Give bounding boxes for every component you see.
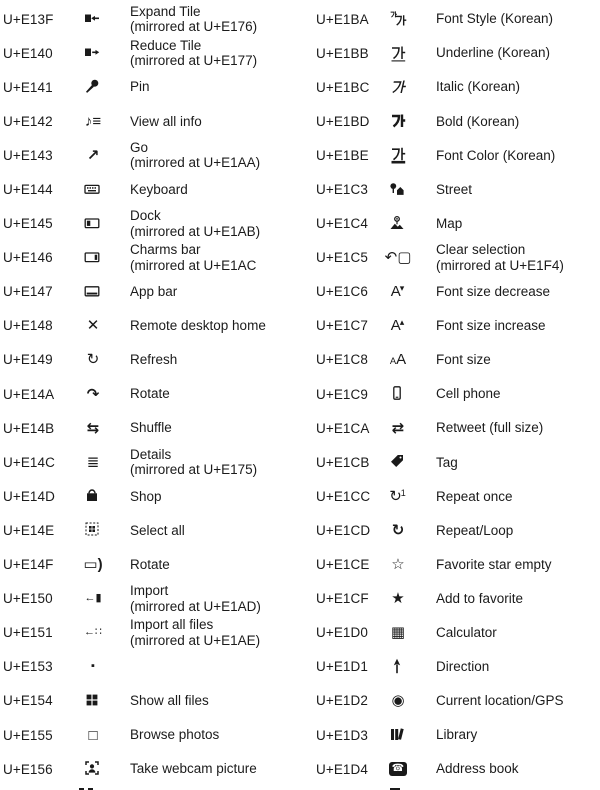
- glyph-cell: [73, 283, 113, 301]
- codepoint-label: U+E148: [3, 318, 53, 334]
- glyph-cell: [378, 726, 418, 744]
- description-text: Current location/GPS: [436, 693, 564, 709]
- codepoint-label: U+E1BA: [316, 11, 369, 27]
- glyph-cell: [378, 421, 418, 436]
- glyph-cell: [73, 114, 113, 129]
- font-increase-icon: A▴: [390, 317, 405, 335]
- retweet-icon: ⇄: [391, 419, 405, 437]
- description-text: Shuffle: [130, 420, 172, 436]
- glyph-cell: [378, 78, 418, 96]
- glyph-cell: [378, 181, 418, 199]
- glyph-cell: [73, 10, 113, 28]
- description-text: Pin: [130, 79, 150, 95]
- codepoint-label: U+E14E: [3, 522, 55, 538]
- glyph-description: [436, 284, 550, 300]
- table-row: [3, 70, 300, 104]
- details-icon: ≣: [86, 453, 100, 471]
- codepoint-label: U+E1D4: [316, 761, 369, 777]
- table-row: [316, 70, 600, 104]
- table-row: [3, 684, 300, 718]
- glyph-description: [130, 727, 219, 743]
- glyph-description: [130, 617, 260, 648]
- glyph-description: [130, 693, 209, 709]
- cell-phone-icon: [389, 385, 407, 403]
- table-row: [3, 138, 300, 172]
- mirrored-note: (mirrored at U+E176): [130, 19, 258, 35]
- codepoint-label: U+E1C4: [316, 216, 369, 232]
- table-row: [3, 513, 300, 547]
- glyph-description: [130, 583, 261, 614]
- glyph-description: [130, 114, 202, 130]
- table-row: [316, 275, 600, 309]
- description-text: Keyboard: [130, 181, 188, 197]
- mirrored-note: (mirrored at U+E1AE): [130, 632, 261, 648]
- glyph-column-right: [300, 0, 600, 790]
- description-text: App bar: [130, 284, 178, 300]
- address-book-icon: ☎: [389, 762, 407, 776]
- table-row: [316, 479, 600, 513]
- glyph-description: [130, 182, 188, 198]
- codepoint-label: U+E1CC: [316, 488, 371, 504]
- table-row: [316, 513, 600, 547]
- description-text: Font size increase: [436, 318, 546, 334]
- glyph-description: [436, 114, 519, 130]
- table-row: [3, 241, 300, 275]
- shop-icon: [84, 487, 102, 505]
- description-text: Font size decrease: [436, 284, 551, 300]
- glyph-cell: [378, 557, 418, 572]
- codepoint-label: U+E14C: [3, 454, 56, 470]
- glyph-cell: [378, 284, 418, 299]
- calculator-icon: ▦: [390, 624, 406, 642]
- library-icon: [389, 726, 407, 744]
- glyph-cell: [73, 627, 113, 638]
- table-row: [3, 650, 300, 684]
- codepoint-label: U+E149: [3, 352, 53, 368]
- glyph-description: [130, 284, 177, 300]
- table-row: [316, 616, 600, 650]
- glyph-description: [436, 420, 543, 436]
- clear-selection-icon: ↶▢: [384, 249, 412, 267]
- codepoint-label: U+E151: [3, 625, 53, 641]
- font-decrease-icon: A▾: [390, 283, 405, 301]
- codepoint-label: U+E14A: [3, 386, 55, 402]
- glyph-description: [130, 208, 260, 239]
- table-row: [316, 343, 600, 377]
- codepoint-label: U+E154: [3, 693, 53, 709]
- korean-bold-icon: [389, 112, 407, 130]
- table-row: [316, 2, 600, 36]
- glyph-cell: [378, 523, 418, 538]
- description-text: Tag: [436, 454, 458, 470]
- go-icon: ↗: [86, 146, 100, 164]
- table-row: [316, 582, 600, 616]
- refresh-icon: ↻: [86, 351, 100, 369]
- description-text: Cell phone: [436, 386, 501, 402]
- glyph-cell: [378, 489, 418, 504]
- remote-desktop-home-icon: ✕: [86, 317, 100, 335]
- mirrored-note: (mirrored at U+E1AD): [130, 598, 261, 614]
- description-text: Library: [436, 727, 478, 743]
- codepoint-label: U+E1C5: [316, 250, 369, 266]
- korean-underline-icon: [389, 44, 407, 62]
- glyph-description: [130, 489, 162, 505]
- table-row: [316, 548, 600, 582]
- view-all-info-icon: ♪≡: [84, 112, 102, 130]
- glyph-description: [436, 318, 546, 334]
- description-text: Rotate: [130, 556, 170, 572]
- mirrored-note: (mirrored at U+E1AB): [130, 223, 261, 239]
- glyph-cell: [378, 625, 418, 640]
- description-text: Remote desktop home: [130, 318, 266, 334]
- glyph-cell: [378, 146, 418, 164]
- glyph-cell: [73, 661, 113, 672]
- glyph-description: [436, 455, 458, 471]
- description-text: Refresh: [130, 352, 178, 368]
- codepoint-label: U+E1CF: [316, 591, 369, 607]
- description-text: Bold (Korean): [436, 113, 520, 129]
- import-all-icon: ←∷: [84, 626, 102, 639]
- codepoint-label: U+E1C9: [316, 386, 369, 402]
- square-icon: ▪: [91, 660, 95, 673]
- charms-bar-icon: [84, 249, 102, 267]
- description-text: Font Color (Korean): [436, 147, 556, 163]
- table-row: [316, 445, 600, 479]
- codepoint-label: U+E1BE: [316, 147, 369, 163]
- glyph-cell: [378, 762, 418, 776]
- codepoint-label: U+E1CD: [316, 522, 371, 538]
- glyph-cell: [73, 352, 113, 367]
- rotate-icon: ↷: [86, 385, 100, 403]
- glyph-cell: [378, 658, 418, 676]
- table-row: [316, 138, 600, 172]
- glyph-description: [130, 38, 257, 69]
- codepoint-label: U+E146: [3, 250, 53, 266]
- tag-icon: [389, 453, 407, 471]
- codepoint-label: U+E1C8: [316, 352, 369, 368]
- table-row: [3, 36, 300, 70]
- mirrored-note: (mirrored at U+E1F4): [436, 257, 564, 273]
- glyph-description: [130, 352, 177, 368]
- import-icon: ←▮: [84, 592, 102, 605]
- glyph-description: [436, 216, 462, 232]
- dock-icon: [84, 215, 102, 233]
- glyph-description: [436, 625, 497, 641]
- table-row: [316, 309, 600, 343]
- description-text: Charms bar: [130, 242, 201, 258]
- table-row: [316, 650, 600, 684]
- repeat-loop-icon: ↻: [391, 521, 405, 539]
- glyph-cell: [73, 521, 113, 539]
- description-text: Rotate: [130, 386, 170, 402]
- glyph-description: [436, 523, 513, 539]
- glyph-description: [130, 420, 172, 436]
- table-row: [3, 479, 300, 513]
- glyph-cell: [73, 760, 113, 778]
- glyph-description: [130, 761, 257, 777]
- codepoint-label: U+E1BB: [316, 45, 369, 61]
- glyph-cell: [73, 181, 113, 199]
- description-text: Expand Tile: [130, 3, 201, 19]
- table-row: [3, 548, 300, 582]
- expand-tile-icon: [84, 10, 102, 28]
- glyph-cell: [73, 249, 113, 267]
- glyph-cell: [378, 693, 418, 708]
- codepoint-label: U+E1C3: [316, 182, 369, 198]
- repeat-once-icon: ↻$^1$: [389, 487, 406, 505]
- glyph-cell: [378, 112, 418, 130]
- glyph-cell: [73, 593, 113, 604]
- description-text: Add to favorite: [436, 590, 524, 606]
- glyph-description: [436, 727, 477, 743]
- codepoint-label: U+E144: [3, 182, 53, 198]
- description-text: Repeat/Loop: [436, 522, 514, 538]
- glyph-cell: [378, 10, 418, 28]
- glyph-description: [436, 352, 491, 368]
- table-row: [316, 684, 600, 718]
- glyph-description: [130, 242, 256, 273]
- select-all-icon: [84, 521, 102, 539]
- glyph-description: [436, 489, 513, 505]
- codepoint-label: U+E14F: [3, 557, 54, 573]
- codepoint-label: U+E1BD: [316, 113, 370, 129]
- glyph-cell: [73, 78, 113, 96]
- codepoint-label: U+E13F: [3, 11, 54, 27]
- glyph-description: [436, 79, 520, 95]
- mirrored-note: (mirrored at U+E1AC: [130, 257, 257, 273]
- rotate-alt-icon: ▭): [83, 556, 103, 574]
- glyph-description: [130, 557, 170, 573]
- glyph-cell: [73, 148, 113, 163]
- codepoint-label: U+E1D0: [316, 625, 369, 641]
- table-row: [3, 172, 300, 206]
- description-text: Show all files: [130, 693, 209, 709]
- korean-font-style-icon: [389, 10, 407, 28]
- description-text: Dock: [130, 208, 161, 224]
- glyph-description: [436, 761, 519, 777]
- star-filled-icon: ★: [391, 590, 405, 608]
- codepoint-label: U+E14B: [3, 420, 55, 436]
- glyph-description: [130, 4, 257, 35]
- glyph-description: [436, 148, 555, 164]
- codepoint-label: U+E155: [3, 727, 53, 743]
- table-row: [3, 411, 300, 445]
- table-row: [316, 752, 600, 786]
- codepoint-label: U+E150: [3, 591, 53, 607]
- table-row: [3, 343, 300, 377]
- mirrored-note: (mirrored at U+E177): [130, 53, 258, 69]
- description-text: Browse photos: [130, 727, 220, 743]
- table-row: [316, 377, 600, 411]
- glyph-description: [130, 447, 257, 478]
- description-text: Favorite star empty: [436, 556, 552, 572]
- codepoint-label: U+E140: [3, 45, 53, 61]
- glyph-description: [130, 523, 185, 539]
- glyph-cell: [73, 318, 113, 333]
- glyph-description: [130, 386, 170, 402]
- table-row: [3, 309, 300, 343]
- codepoint-label: U+E1D2: [316, 693, 369, 709]
- codepoint-label: U+E145: [3, 216, 53, 232]
- codepoint-label: U+E1BC: [316, 79, 370, 95]
- glyph-cell: [73, 44, 113, 62]
- glyph-cell: [378, 453, 418, 471]
- description-text: Street: [436, 181, 473, 197]
- table-row: [316, 718, 600, 752]
- table-row: [3, 445, 300, 479]
- street-icon: [389, 181, 407, 199]
- glyph-description: [436, 11, 553, 27]
- glyph-description: [130, 318, 266, 334]
- description-text: View all info: [130, 113, 202, 129]
- codepoint-label: U+E143: [3, 147, 53, 163]
- glyph-cell: [73, 557, 113, 572]
- codepoint-label: U+E1D1: [316, 659, 369, 675]
- description-text: Shop: [130, 488, 162, 504]
- glyph-cell: [73, 728, 113, 743]
- codepoint-label: U+E141: [3, 79, 53, 95]
- codepoint-label: U+E1D3: [316, 727, 369, 743]
- mirrored-note: (mirrored at U+E175): [130, 462, 258, 478]
- glyph-description: [436, 45, 550, 61]
- table-row: [3, 2, 300, 36]
- star-empty-icon: ☆: [391, 556, 405, 574]
- glyph-cell: [378, 250, 418, 265]
- table-row: [3, 616, 300, 650]
- codepoint-label: U+E1CE: [316, 557, 370, 573]
- gps-icon: ◉: [391, 692, 405, 710]
- table-row: [3, 377, 300, 411]
- description-text: Go: [130, 139, 149, 155]
- codepoint-label: U+E156: [3, 761, 53, 777]
- glyph-description: [130, 140, 260, 171]
- description-text: Clear selection: [436, 242, 526, 258]
- description-text: Import all files: [130, 617, 214, 633]
- codepoint-label: U+E1CA: [316, 420, 370, 436]
- table-row: [3, 275, 300, 309]
- description-text: Underline (Korean): [436, 45, 551, 61]
- codepoint-label: U+E147: [3, 284, 53, 300]
- table-row: [316, 241, 600, 275]
- glyph-cell: [73, 215, 113, 233]
- description-text: Repeat once: [436, 488, 513, 504]
- codepoint-label: U+E1C7: [316, 318, 369, 334]
- glyph-cell: [73, 387, 113, 402]
- description-text: Details: [130, 446, 172, 462]
- description-text: Retweet (full size): [436, 420, 544, 436]
- description-text: Font Style (Korean): [436, 11, 554, 27]
- description-text: Calculator: [436, 624, 497, 640]
- table-row: [3, 104, 300, 138]
- table-row: [3, 752, 300, 786]
- description-text: Direction: [436, 659, 490, 675]
- description-text: Take webcam picture: [130, 761, 257, 777]
- korean-font-color-icon: [389, 146, 407, 164]
- glyph-cell: [378, 591, 418, 606]
- glyph-description: [436, 386, 501, 402]
- glyph-description: [436, 182, 472, 198]
- codepoint-label: U+E14D: [3, 488, 56, 504]
- description-text: Import: [130, 583, 169, 599]
- glyph-cell: [378, 44, 418, 62]
- korean-italic-icon: [389, 78, 407, 96]
- browse-photos-icon: □: [88, 726, 98, 744]
- pin-icon: [84, 78, 102, 96]
- app-bar-icon: [84, 283, 102, 301]
- description-text: Font size: [436, 352, 491, 368]
- description-text: Map: [436, 215, 463, 231]
- description-text: Select all: [130, 522, 185, 538]
- keyboard-icon: [84, 181, 102, 199]
- glyph-cell: [378, 318, 418, 333]
- table-row: [316, 172, 600, 206]
- glyph-cell: [73, 692, 113, 710]
- glyph-description: [436, 591, 523, 607]
- glyph-cell: [73, 455, 113, 470]
- description-text: Reduce Tile: [130, 37, 202, 53]
- font-size-icon: AA: [389, 351, 407, 369]
- table-row: [316, 411, 600, 445]
- table-row: [3, 582, 300, 616]
- direction-icon: [389, 658, 407, 676]
- codepoint-label: U+E1C6: [316, 284, 369, 300]
- description-text: Address book: [436, 761, 519, 777]
- table-row: [3, 207, 300, 241]
- glyph-description: [130, 79, 150, 95]
- codepoint-label: U+E153: [3, 659, 53, 675]
- codepoint-label: U+E142: [3, 113, 53, 129]
- webcam-icon: [84, 760, 102, 778]
- show-all-files-icon: [84, 692, 102, 710]
- mirrored-note: (mirrored at U+E1AA): [130, 155, 261, 171]
- glyph-description: [436, 557, 552, 573]
- glyph-description: [436, 693, 564, 709]
- glyph-cell: [73, 487, 113, 505]
- glyph-cell: [378, 215, 418, 233]
- glyph-description: [436, 659, 489, 675]
- table-row: [316, 207, 600, 241]
- table-row: [316, 36, 600, 70]
- table-row: [3, 718, 300, 752]
- shuffle-icon: ⇆: [86, 419, 100, 437]
- glyph-cell: [378, 385, 418, 403]
- reduce-tile-icon: [84, 44, 102, 62]
- map-icon: [389, 215, 407, 233]
- glyph-description: [436, 242, 564, 273]
- codepoint-label: U+E1CB: [316, 454, 370, 470]
- table-row: [316, 104, 600, 138]
- glyph-cell: [73, 421, 113, 436]
- description-text: Italic (Korean): [436, 79, 521, 95]
- glyph-cell: [378, 352, 418, 367]
